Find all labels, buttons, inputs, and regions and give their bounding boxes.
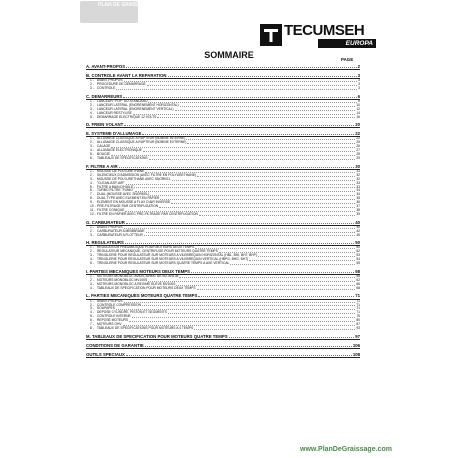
page-number: 68 — [356, 285, 360, 290]
page-number: 34 — [356, 188, 360, 193]
leader-dots — [124, 300, 356, 303]
section-items — [86, 79, 360, 91]
item-label: MOTEURS OHV — [97, 322, 122, 327]
item-number: 3 - — [90, 106, 94, 111]
item-number: 4 - — [90, 285, 94, 290]
item-label: CALAGE — [97, 144, 111, 149]
section-heading[interactable] — [86, 64, 360, 70]
leader-dots — [198, 293, 354, 297]
page-number: 3 — [357, 73, 360, 78]
page-number: 108 — [352, 351, 360, 357]
item-number: 7 - — [90, 322, 94, 327]
item-label: FILTRE CONIQUE — [97, 207, 125, 212]
item-label: TABLEAUX DE SPECIFICATION POUR MOTEURS DEUX TEMPS — [97, 285, 196, 290]
leader-dots — [126, 64, 357, 68]
leader-dots — [124, 79, 358, 82]
section-label: G. CARBURATEUR — [86, 219, 125, 225]
item-number: 5 - — [90, 152, 94, 157]
footer-url[interactable]: www.PlanDeGraissage.com — [300, 446, 392, 453]
leader-dots — [176, 283, 355, 286]
item-number: 11 - — [90, 207, 96, 212]
brand-sub: EUROPA — [318, 39, 376, 48]
leader-dots — [116, 87, 357, 90]
page-number: 71 — [356, 310, 360, 315]
page-number: 33 — [356, 180, 360, 185]
section-items — [86, 226, 360, 238]
item-number: 3 - — [90, 232, 94, 237]
item-label: AVANT-PROPOS — [97, 298, 123, 303]
toc-section — [86, 343, 360, 349]
leader-dots — [111, 145, 355, 148]
leader-dots — [124, 226, 356, 229]
leader-dots — [194, 327, 355, 330]
item-label: REGULATEUR MECANIQUE, CENTRIFUGE POUR MOTEURS QUATRE TEMPS — [97, 249, 218, 254]
section-label: F. FILTRE A AIR — [86, 163, 118, 169]
item-label: TABLEAUX DE SPECIFICATIONS — [97, 155, 148, 160]
item-label: SILENCIEUX D'ADMISSION (AVEC FILTRE EN POLYURETHANE) — [97, 172, 197, 177]
toc-section — [86, 73, 360, 91]
item-label: DEMARRAGE ELECTRIQUE 12 VOLTS — [97, 114, 157, 119]
page-number: 34 — [356, 192, 360, 197]
toc-section — [86, 269, 360, 291]
item-number: 2 - — [90, 228, 94, 233]
leader-dots — [119, 164, 355, 168]
section-label: D. FREIN VOLANT — [86, 122, 124, 128]
item-number: 2 - — [90, 172, 94, 177]
toc-section — [86, 131, 360, 161]
page-number: 58 — [355, 268, 360, 274]
item-number: 5 - — [90, 261, 94, 266]
item-number: 1 - — [90, 78, 94, 83]
item-label: MOTEURS MONOBLOC A REGIME ELEVE MV100S — [97, 281, 176, 286]
toc-section — [86, 240, 360, 266]
item-label: FILTRE A BAIN D'HUILE — [97, 184, 134, 189]
item-number: 1 - — [90, 298, 94, 303]
section-items — [86, 137, 360, 160]
leader-dots — [187, 141, 355, 144]
page-number: 106 — [352, 342, 360, 348]
item-label: ALLUMAGE ELECTRONIQUE — [97, 148, 142, 153]
page-number: 39 — [356, 211, 360, 216]
brand-name: TECUMSEH — [284, 22, 365, 39]
item-label: SOUPAPES — [97, 306, 115, 311]
page-number: 50 — [356, 245, 360, 250]
item-number: 10 - — [90, 204, 96, 209]
item-number: 1 - — [90, 224, 94, 229]
page-number: 3 — [358, 82, 360, 87]
item-number: 5 - — [90, 184, 94, 189]
item-number: 2 - — [90, 82, 94, 87]
page-number: 93 — [356, 325, 360, 330]
leader-dots — [230, 262, 355, 265]
item-number: 9 - — [90, 200, 94, 205]
page-number: 50 — [355, 240, 360, 246]
page-number: 37 — [356, 204, 360, 209]
leader-dots — [179, 275, 355, 278]
page-number: 58 — [356, 274, 360, 279]
item-label: FILTRE EN PAPIER AVEC PRE-FILTRAGE PAR CENTRIFUGATION — [97, 211, 198, 216]
page-number: 75 — [356, 314, 360, 319]
leader-dots — [171, 201, 355, 204]
page-number: 32 — [356, 172, 360, 177]
leader-dots — [249, 258, 355, 261]
leader-dots — [195, 246, 355, 249]
page-number: 33 — [356, 184, 360, 189]
item-number: 1 - — [90, 98, 94, 103]
item-label: CONTROLE — [97, 86, 116, 91]
leader-dots — [134, 186, 355, 189]
leader-dots — [142, 304, 355, 307]
leader-dots — [146, 230, 356, 233]
item-number: 8 - — [90, 196, 94, 201]
toc-section — [86, 220, 360, 238]
leader-dots — [180, 104, 356, 107]
item-label: ALLUMAGE CLASSIQUE A RUPTEUR (BOBINE INTERNE) — [97, 136, 186, 141]
toc-section — [86, 164, 360, 217]
item-label: CONTROLE COMPRESSION — [97, 302, 141, 307]
toc-section — [86, 293, 360, 330]
page-number: 40 — [356, 224, 360, 229]
item-label: DEPOSE CYLINDRE, PISTON ET SEGMENTS — [97, 310, 167, 315]
page-number: 42 — [356, 228, 360, 233]
item-label: PROCEDURE DE DEMARRAGE — [97, 82, 146, 87]
item-label: ELEMENT EN MOUSSE A FLUX D'AIR INVERSE — [97, 200, 171, 205]
section-label: A. AVANT-PROPOS — [86, 64, 126, 69]
page-number: 40 — [355, 219, 360, 225]
item-label: LANCEUR "POP" DU STANDARD — [97, 98, 148, 103]
item-number: 5 - — [90, 314, 94, 319]
leader-dots — [132, 315, 356, 318]
toc-item[interactable] — [90, 157, 360, 161]
item-number: 7 - — [90, 192, 94, 197]
leader-dots — [160, 197, 355, 200]
page-number: 29 — [356, 155, 360, 160]
brand-logo — [260, 22, 378, 50]
page-column-header: PAGE — [341, 57, 354, 62]
section-items — [86, 100, 360, 120]
leader-dots — [149, 157, 356, 160]
page-number: 35 — [356, 196, 360, 201]
item-number: 3 - — [90, 144, 94, 149]
page-number: 71 — [356, 302, 360, 307]
item-label: DUAL (MOUSSE AVEC SNORKEL) — [97, 192, 150, 197]
item-label: REPOSE MOTEURS — [97, 318, 129, 323]
item-number: 1 - — [90, 245, 94, 250]
item-label: DUAL TYPE AVEC ELEMENT EN PAPIER — [97, 196, 160, 201]
item-number: 2 - — [90, 140, 94, 145]
page-number: 20 — [355, 122, 360, 128]
item-label: TRINGLERIE POUR REGULATEUR SUR MOTEURS A VILEBREQUIN HORIZONTAL (HBL, BHI, BHT, BHP) — [97, 253, 257, 258]
toc-item[interactable] — [90, 262, 360, 266]
item-label: LANCEUR LATERAL (ENGRENEMENT HORIZONTAL) — [97, 102, 179, 107]
page-number: 22 — [355, 131, 360, 137]
toc-item[interactable] — [90, 234, 360, 238]
leader-dots — [168, 73, 357, 77]
section-heading[interactable] — [86, 334, 360, 340]
watermark-text: PLAN DE GRAISSAGE — [98, 2, 152, 8]
leader-dots — [191, 269, 354, 273]
leader-dots — [143, 149, 355, 152]
item-label: LANCEUR RESTYLISE — [97, 110, 132, 115]
page-number: 26 — [356, 144, 360, 149]
item-label: BOUGIE — [97, 152, 110, 157]
item-number: 6 - — [90, 188, 94, 193]
section-label: OUTILS SPECIAUX — [86, 351, 125, 357]
leader-dots — [229, 334, 355, 338]
item-label: MOUSSE DE POLYURETHANE AVEC SNORKEL — [97, 176, 171, 181]
item-number: 6 - — [90, 155, 94, 160]
page-number: 10 — [356, 102, 360, 107]
item-label: TABLEAUX DE SPECIFICATIONS POUR MOTEURS A 4 TEMPS — [97, 325, 194, 330]
section-label: B. CONTROLE AVANT LA REPARATION — [86, 73, 167, 78]
leader-dots — [258, 254, 355, 257]
leader-dots — [150, 193, 355, 196]
page-number: 55 — [356, 261, 360, 266]
page-number: 80 — [356, 318, 360, 323]
page-number: 6 — [358, 98, 360, 103]
item-number: 2 - — [90, 102, 94, 107]
toc-section — [86, 94, 360, 120]
item-label: PRE-FILTRAGE PAR CENTRIFUGATION — [97, 204, 159, 209]
item-number: 6 - — [90, 318, 94, 323]
page-number: 87 — [356, 322, 360, 327]
page-number: 30 — [355, 163, 360, 169]
item-label: TRINGLERIE POUR REGULATEUR SUR MOTEURS QUATRE TEMPS A AXE VERTICAL — [97, 261, 230, 266]
item-label: TURBO FILTRE "FUNKI" — [97, 188, 134, 193]
leader-dots — [126, 182, 356, 185]
page-number: 27 — [356, 148, 360, 153]
leader-dots — [197, 287, 356, 290]
item-number: 2 - — [90, 249, 94, 254]
page-number: 66 — [356, 281, 360, 286]
section-items — [86, 246, 360, 266]
page-number: 53 — [356, 253, 360, 258]
table-of-contents — [86, 64, 360, 361]
leader-dots — [159, 205, 355, 208]
page-number: 38 — [356, 207, 360, 212]
item-number: 2 - — [90, 302, 94, 307]
item-label: ALLUMAGE CLASSIQUE A RUPTEUR (BOBINE EXTERNE) — [97, 140, 187, 145]
toc-section — [86, 122, 360, 128]
item-number: 4 - — [90, 148, 94, 153]
section-label: H. REGULATEURS — [86, 240, 124, 246]
toc-item[interactable] — [90, 327, 360, 331]
leader-dots — [148, 100, 357, 103]
page-number: 71 — [356, 298, 360, 303]
item-number: 3 - — [90, 306, 94, 311]
leader-dots — [147, 83, 357, 86]
item-label: REGULATEUR PNEUMATIQUE POUR MOTEURS DEUX TEMPS — [97, 245, 195, 250]
item-number: 1 - — [90, 136, 94, 141]
item-number: 3 - — [90, 86, 94, 91]
page-number: 45 — [356, 232, 360, 237]
item-number: 8 - — [90, 325, 94, 330]
item-number: 4 - — [90, 257, 94, 262]
section-heading[interactable] — [86, 352, 360, 358]
item-label: CARBURATEUR A FLOTTEUR — [97, 232, 143, 237]
leader-dots — [172, 178, 356, 181]
item-number: 1 - — [90, 274, 94, 279]
page-number: 28 — [356, 152, 360, 157]
page-number: 22 — [356, 136, 360, 141]
item-label: TRINGLERIE POUR REGULATEUR SUR MOTEURS A VILEBREQUIN VERTICAL (HBPG, BHG, BHT) — [97, 257, 249, 262]
leader-dots — [135, 189, 356, 192]
page-number: 52 — [356, 249, 360, 254]
item-number: 2 - — [90, 277, 94, 282]
page-number: 6 — [357, 93, 360, 99]
item-label: LANCEUR LATERAL (ENGRENEMENT VERTICAL) — [97, 106, 174, 111]
item-number: 5 - — [90, 114, 94, 119]
toc-section — [86, 352, 360, 358]
leader-dots — [199, 213, 355, 216]
item-number: 1 - — [90, 168, 94, 173]
section-label: E. SYSTEME D'ALLUMAGE — [86, 131, 142, 137]
leader-dots — [133, 112, 356, 115]
leader-dots — [186, 137, 355, 140]
leader-dots — [123, 94, 356, 98]
page-number: 62 — [356, 277, 360, 282]
item-label: MOTEURS MONOBLOC MV100S — [97, 277, 148, 282]
item-number: 3 - — [90, 253, 94, 258]
leader-dots — [197, 174, 355, 177]
item-label: MOTEURS MONOBLOC AV520, AV600, AV750, AH135 — [97, 274, 179, 279]
section-heading[interactable] — [86, 343, 360, 349]
section-label: M. TABLEAUX DE SPECIFICATION POUR MOTEURS QUATRE TEMPS — [86, 333, 228, 339]
item-number: 12 - — [90, 211, 96, 216]
section-items — [86, 275, 360, 291]
section-label: C. DEMARREURS — [86, 93, 123, 99]
toc-item[interactable] — [90, 287, 360, 291]
page-number: 36 — [356, 200, 360, 205]
item-label: CONTROLE INTERNE — [97, 314, 131, 319]
page-number: 54 — [356, 257, 360, 262]
leader-dots — [175, 108, 356, 111]
leader-dots — [124, 122, 354, 126]
leader-dots — [125, 240, 354, 244]
page-number: 14 — [356, 110, 360, 115]
section-label: L. PARTIES MECANIQUES MOTEURS QUATRE TEMPS — [86, 293, 198, 299]
page-number: 12 — [356, 106, 360, 111]
section-items — [86, 300, 360, 331]
leader-dots — [126, 220, 354, 224]
page-number: 3 — [358, 78, 360, 83]
page-number: 31 — [356, 168, 360, 173]
leader-dots — [126, 352, 352, 356]
page-number: 16 — [356, 114, 360, 119]
section-items — [86, 170, 360, 217]
section-label: CONDITIONS DE GARANTIE — [86, 342, 144, 348]
page-title: SOMMAIRE — [204, 50, 254, 60]
toc-section — [86, 334, 360, 340]
leader-dots — [144, 234, 355, 237]
leader-dots — [142, 131, 354, 135]
item-number: 4 - — [90, 110, 94, 115]
section-label: I. PARTIES MECANIQUES MOTEURS DEUX TEMPS — [86, 268, 191, 274]
page-number: 71 — [355, 293, 360, 299]
page-number: 32 — [356, 176, 360, 181]
section-heading[interactable] — [86, 122, 360, 128]
toc-item[interactable] — [90, 87, 360, 91]
toc-section — [86, 64, 360, 70]
page-number: 97 — [355, 333, 360, 339]
item-number: 4 - — [90, 180, 94, 185]
item-number: 4 - — [90, 310, 94, 315]
item-number: 3 - — [90, 176, 94, 181]
item-label: MOUSSE DE POLYURETHANE — [97, 168, 145, 173]
tecumseh-icon — [260, 24, 282, 46]
toc-item[interactable] — [90, 213, 360, 217]
page-number: 25 — [356, 140, 360, 145]
leader-dots — [157, 116, 355, 119]
page-number: 71 — [356, 306, 360, 311]
leader-dots — [168, 311, 355, 314]
page-number: 3 — [358, 86, 360, 91]
item-number: 3 - — [90, 281, 94, 286]
item-label: "CLEAN-ASP-AIR" — [97, 180, 125, 185]
item-label: CARBURATEUR A MEMBRANE — [97, 228, 145, 233]
leader-dots — [145, 343, 352, 347]
item-label: AVANT-PROPOS — [97, 224, 123, 229]
leader-dots — [148, 279, 355, 282]
item-label: AVANT-PROPOS — [97, 78, 123, 83]
toc-item[interactable] — [90, 116, 360, 120]
leader-dots — [129, 319, 355, 322]
page-number: 2 — [357, 64, 360, 69]
